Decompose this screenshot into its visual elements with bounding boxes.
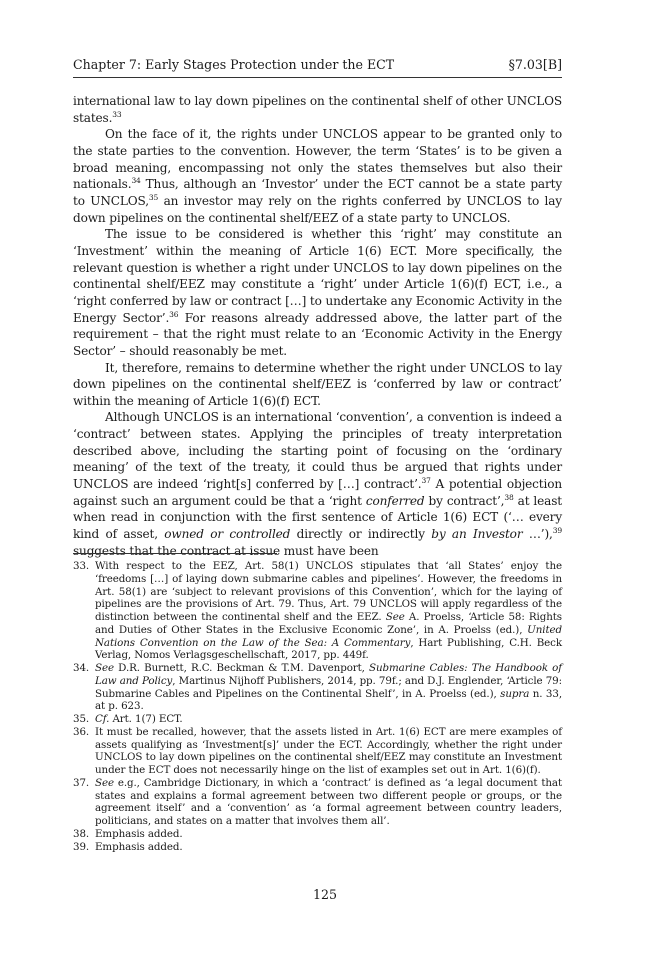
paragraph: Although UNCLOS is an international ‘convention’, a convention is indeed a ‘contract’ between states. Applying the principles of treaty interpretation described above, including the starting point of focusing on the ‘ordinary meaning’ of the text of the treaty, it could thus be argued that rights under UNCLOS are indeed ‘right[s] conferred by […] contract’.$^{37}$ A potential objection against such an argument could be that a ‘right conferred by contract’,$^{38}$ at least when read in conjunction with the first sentence of Article 1(6) ECT (‘… every kind of asset, owned or controlled directly or indirectly by an Investor …’),$^{39}$ suggests that the contract at issue must have been	[73, 410, 562, 558]
footnote-ref[interactable]: 35	[148, 192, 159, 202]
footnote-36: 36. It must be recalled, however, that the assets listed in Art. 1(6) ECT are mere examples of assets qualifying as ‘Investment[s]’ under the ECT. Accordingly, whether the right under UNCLOS to lay down pipelines on the continental shelf/EEZ may constitute an Investment under the ECT does not necessarily hinge on the list of examples set out in Art. 1(6)(f).	[73, 725, 562, 776]
footnote-ref[interactable]: 36	[169, 309, 179, 319]
footnote-ref[interactable]: 38	[504, 492, 514, 502]
paragraph: On the face of it, the rights under UNCLOS appear to be granted only to the state parties to the convention. However, the term ‘States’ is to be given a broad meaning, encompassing not only the states themselves but also their nationals.$^{34}$ Thus, although an ‘Investor’ under the ECT cannot be a state party to UNCLOS,$^{35}$ an investor may rely on the rights conferred by UNCLOS to lay down pipelines on the continental shelf/EEZ of a state party to UNCLOS.	[73, 127, 562, 225]
section-number: §7.03[B]	[508, 57, 562, 72]
footnote-ref[interactable]: 37	[421, 476, 431, 486]
paragraph: international law to lay down pipelines on the continental shelf of other UNCLOS states.$^{33}$	[73, 94, 562, 125]
footnote-38: 38. Emphasis added.	[73, 827, 183, 840]
footnote-35: 35. Cf. Art. 1(7) ECT.	[73, 713, 183, 725]
footnote-ref[interactable]: 33	[112, 109, 122, 119]
footnote-37: 37. See e.g., Cambridge Dictionary, in which a ‘contract’ is defined as ‘a legal document that states and explains a formal agreement between two different people or groups, or the agreement itself’ and a ‘convention’ as ‘a formal agreement between country leaders, politicians, and states on a matter that involves them all’.	[73, 776, 562, 827]
page-number: 125	[312, 887, 338, 902]
main-text	[73, 93, 562, 559]
footnote-ref[interactable]: 34	[131, 176, 141, 186]
running-header	[73, 57, 562, 73]
footnote-34: 34. See D.R. Burnett, R.C. Beckman & T.M. Davenport, Submarine Cables: The Handbook of Law and Policy, Martinus Nijhoff Publishers, 2014, pp. 79f.; and D.J. Englender, ‘Article 79: Submarine Cables and Pipelines on the Continental Shelf’, in A. Proelss (ed.), supra n. 33, at p. 623.	[73, 662, 563, 713]
footnotes	[73, 560, 562, 853]
footnote-39: 39. Emphasis added.	[73, 840, 183, 853]
header-rule	[73, 77, 562, 78]
paragraph: The issue to be considered is whether this ‘right’ may constitute an ‘Investment’ within the meaning of Article 1(6) ECT. More specifically, the relevant question is whether a right under UNCLOS to lay down pipelines on the continental shelf/EEZ may constitute a ‘right’ under Article 1(6)(f) ECT, i.e., a ‘right conferred by law or contract […] to undertake any Economic Activity in the Energy Sector’.$^{36}$ For reasons already addressed above, the latter part of the requirement – that the right must relate to an ‘Economic Activity in the Energy Sector’ – should reasonably be met.	[73, 227, 562, 358]
chapter-title: Chapter 7: Early Stages Protection under the ECT	[73, 57, 395, 72]
footnote-separator	[73, 553, 277, 554]
footnote-33: 33. With respect to the EEZ, Art. 58(1) UNCLOS stipulates that ‘all States’ enjoy the ‘freedoms […] of laying down submarine cables and pipelines’. However, the freedoms in Art. 58(1) are ‘subject to relevant provisions of this Convention’, which for the laying of pipelines are the provisions of Art. 79. Thus, Art. 79 UNCLOS will apply regardless of the distinction between the continental shelf and the EEZ. See A. Proelss, ‘Article 58: Rights and Duties of Other States in the Exclusive Economic Zone’, in A. Proelss (ed.), United Nations Convention on the Law of the Sea: A Commentary, Hart Publishing, C.H. Beck Verlag, Nomos Verlagsgeschellschaft, 2017, pp. 449f.	[73, 560, 562, 662]
paragraph: It, therefore, remains to determine whether the right under UNCLOS to lay down pipelines on the continental shelf/EEZ is ‘conferred by law or contract’ within the meaning of Article 1(6)(f) ECT.	[73, 360, 562, 408]
footnote-ref[interactable]: 39	[552, 526, 562, 536]
